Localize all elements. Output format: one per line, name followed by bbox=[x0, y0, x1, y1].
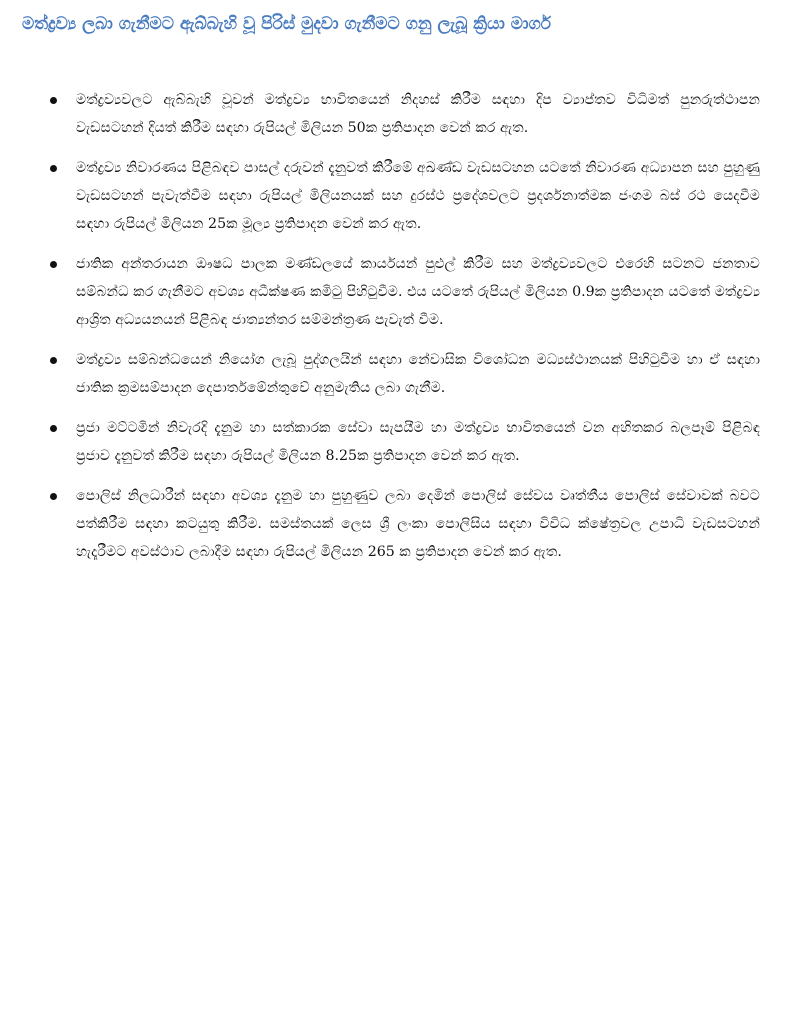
bullet-item bbox=[50, 346, 760, 402]
bullet-text: ප්‍රජා මට්ටමින් නිවැරදි දැනුම හා සත්කාරක සේවා සැපයීම හා මත්ද්‍රව්‍ය භාවිතයෙන් වන අහිතකර බලපෑම් පිළිබඳ ප්‍රජාව දැනුවත් කිරීම සඳහා රුපියල් මිලියන 8.25ක ප්‍රතිපාදන වෙන් කර ඇත. bbox=[76, 420, 760, 464]
bullet-text: මත්ද්‍රව්‍යවලට ඇබ්බැහි වූවන් මත්ද්‍රව්‍ය භාවිතයෙන් නිදහස් කිරීම සඳහා දිප ව්‍යාප්තව විධිමත් පුනරුත්ථාපන වැඩසටහන් දියත් කිරීම සඳහා රුපියල් මිලියන 50ක ප්‍රතිපාදන වෙන් කර ඇත. bbox=[76, 92, 760, 136]
bullet-dot-icon bbox=[50, 261, 57, 268]
bullet-item bbox=[50, 414, 760, 470]
bullet-dot-icon bbox=[50, 493, 57, 500]
bullet-dot-icon bbox=[50, 425, 57, 432]
bullet-text: පොලිස් නිලධාරීන් සඳහා අවශ්‍ය දැනුම හා පුහුණුව ලබා දෙමින් පොලිස් සේවය වෘත්තීය පොලිස් සේවාවක් බවට පත්කිරීම සඳහා කටයුතු කිරීම. සමස්තයක් ලෙස ශ්‍රී ලංකා පොලිසිය සඳහා විවිධ ක්ෂේත්‍රවල උපාධි වැඩසටහන් හැදෑරීමට අවස්ථාව ලබාදීම සඳහා රුපියල් මිලියන 265 ක ප්‍රතිපාදන වෙන් කර ඇත. bbox=[76, 488, 760, 560]
bullet-text: ජාතික අන්තරායන ඖෂධ පාලක මණ්ඩලයේ කාර්යයන් පුළුල් කිරීම සහ මත්ද්‍රව්‍යවලට එරෙහි සටනට ජනතාව සම්බන්ධ කර ගැනීමට අවශ්‍ය අධීක්ෂණ කමිටු පිහිටුවීම. එය යටතේ රුපියල් මිලියන 0.9ක ප්‍රතිපාදන යටතේ මත්ද්‍රව්‍ය ආශ්‍රිත අධ්‍යයනයන් පිළිබඳ ජාත්‍යන්තර සම්මන්ත්‍රණ පැවැත් වීම. bbox=[76, 256, 760, 328]
bullet-item bbox=[50, 86, 760, 142]
bullet-text: මත්ද්‍රව්‍ය නිවාරණය පිළිබඳව පාසල් දරුවන් දැනුවත් කිරීමේ අඛණ්ඩ වැඩසටහන යටතේ නිවාරණ අධ්‍යාපන සහ පුහුණු වැඩසටහන් පැවැත්වීම සඳහා රුපියල් මිලියනයක් සහ දුරස්ථ ප්‍රදේශවලට ප්‍රදර්ශනාත්මක ජංගම බස් රථ යෙදවීම සඳහා රුපියල් මිලියන 25ක මූල්‍ය ප්‍රතිපාදන වෙන් කර ඇත. bbox=[76, 160, 760, 232]
bullet-dot-icon bbox=[50, 97, 57, 104]
bullet-item bbox=[50, 154, 760, 238]
bullet-dot-icon bbox=[50, 357, 57, 364]
bullet-dot-icon bbox=[50, 165, 57, 172]
bullet-item bbox=[50, 250, 760, 334]
bullet-list bbox=[50, 86, 760, 578]
bullet-item bbox=[50, 482, 760, 566]
bullet-text: මත්ද්‍රව්‍ය සම්බන්ධයෙන් නියෝග ලැබූ පුද්ගලයින් සඳහා නේවාසික විශෝධන මධ්‍යස්ථානයක් පිහිටුවීම හා ඒ සඳහා ජාතික ක්‍රමසම්පාදන දෙපාර්තමේන්තුවේ අනුමැතිය ලබා ගැනීම. bbox=[76, 352, 760, 396]
document-title: මත්ද්‍රව්‍ය ලබා ගැනීමට ඇබ්බැහි වූ පිරිස් මුදවා ගැනීමට ගනු ලැබූ ක්‍රියා මාර්ග bbox=[22, 14, 552, 34]
